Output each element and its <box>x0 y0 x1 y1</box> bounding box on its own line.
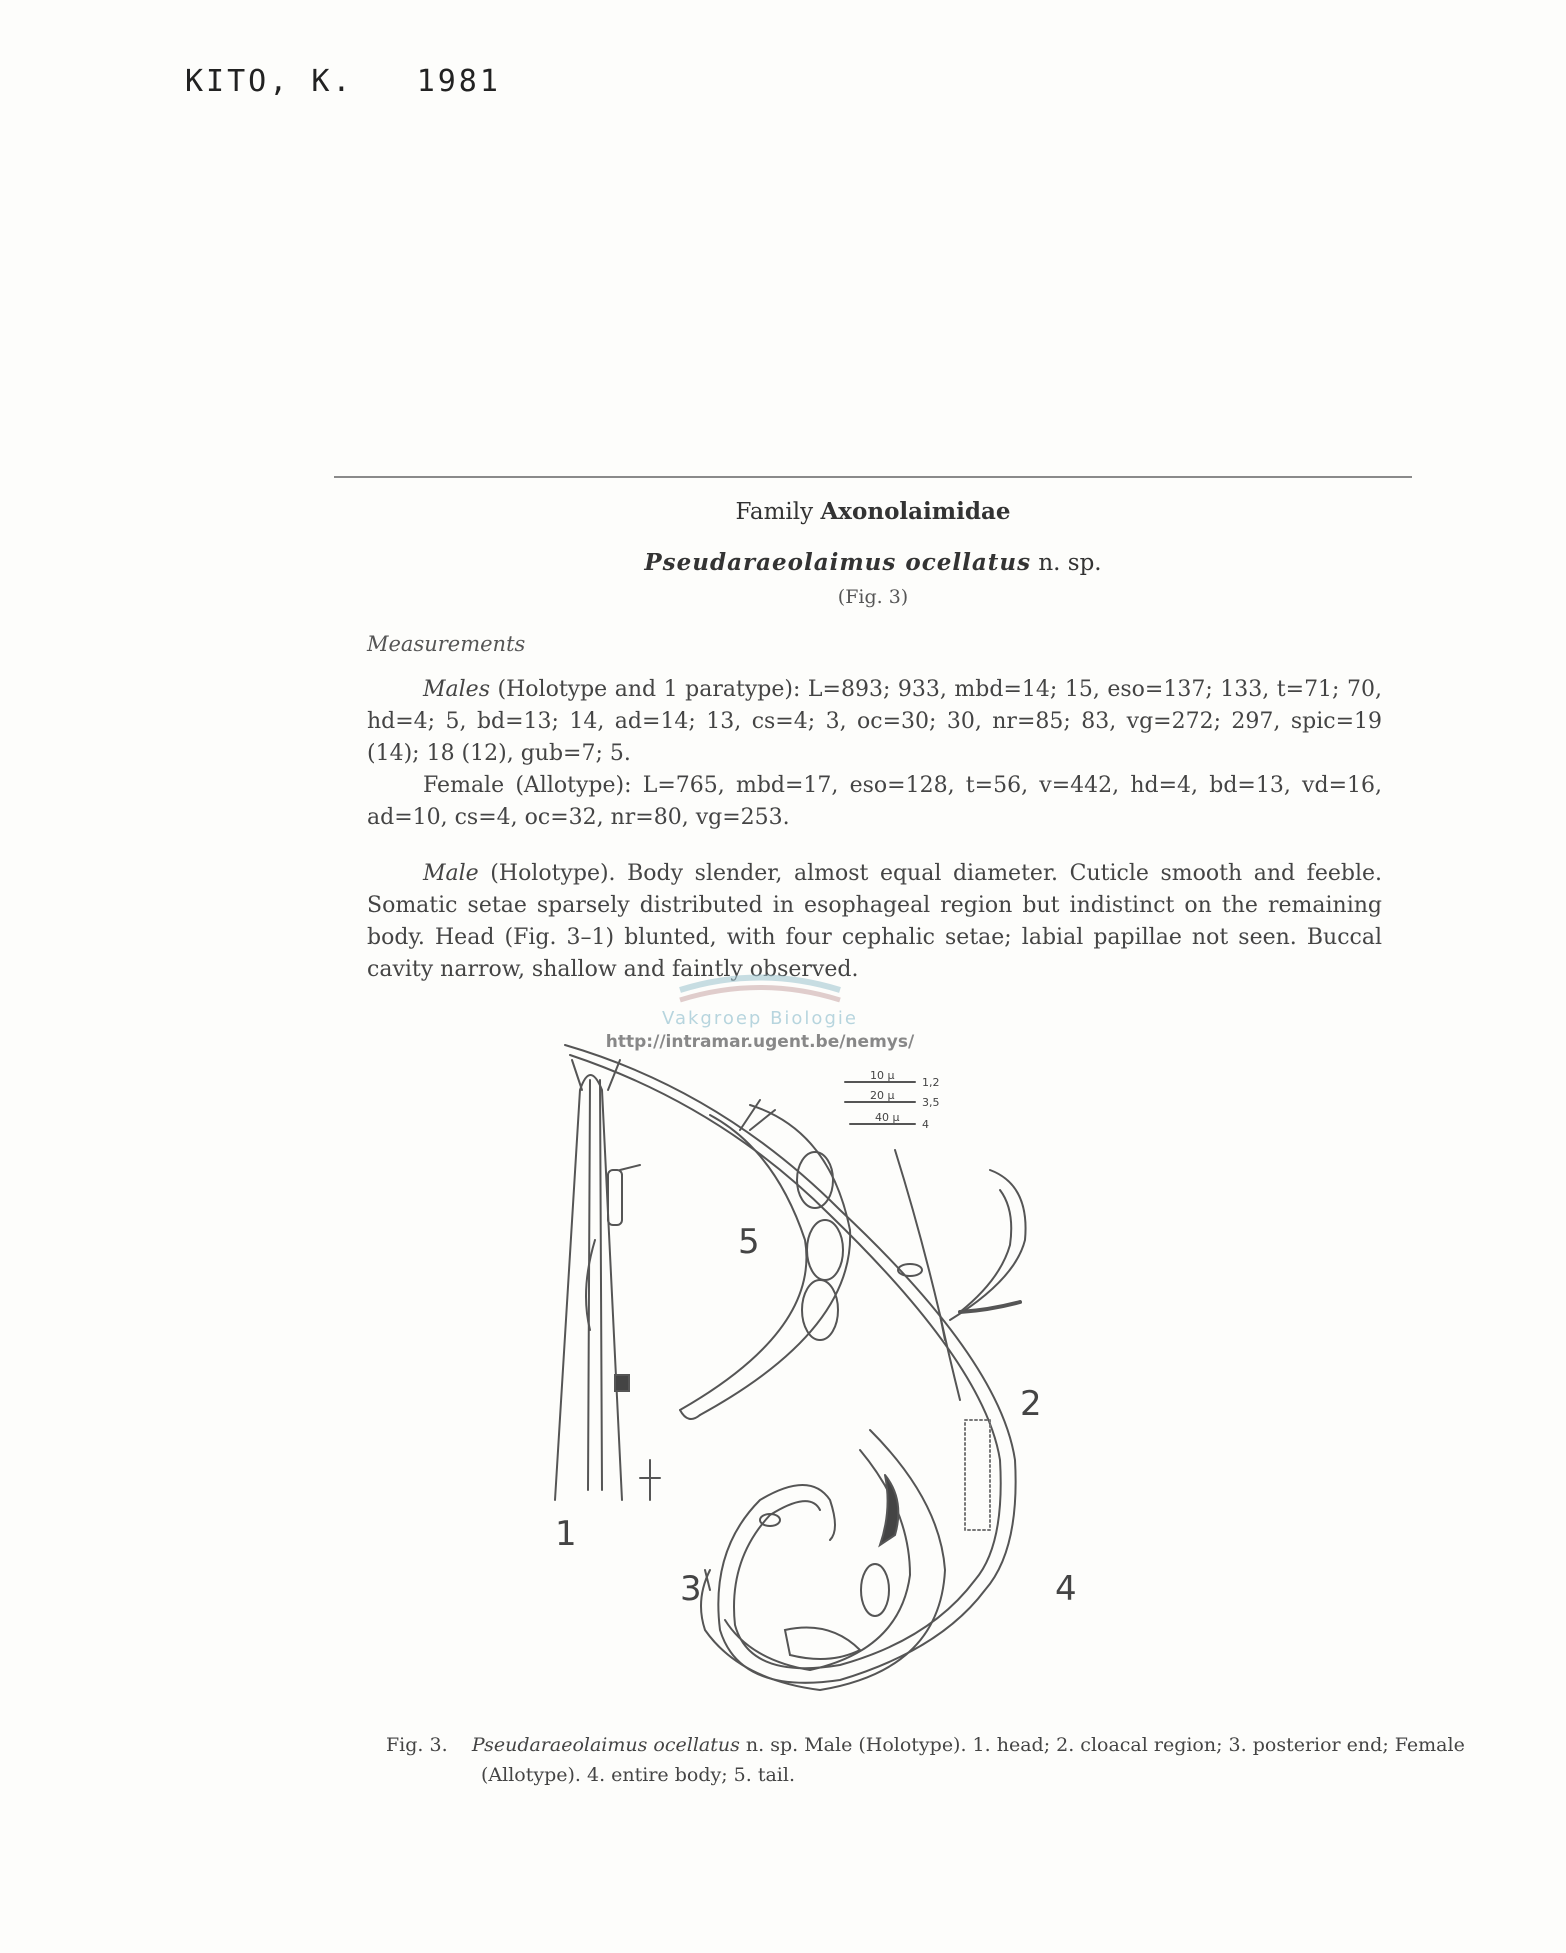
scale-bar-applies-3: 4 <box>922 1118 929 1131</box>
panel-1-head-drawing <box>555 1060 660 1500</box>
watermark-logo <box>660 960 860 1008</box>
figure-reference: (Fig. 3) <box>837 586 909 608</box>
figure-3-drawing <box>520 1030 1240 1720</box>
males-text: (Holotype and 1 paratype): L=893; 933, mbd=14; 15, eso=137; 133, t=71; 70, hd=4; 5, bd=13; 14, ad=14; 13, cs=4; 3, oc=30; 30, nr=85; 83, vg=272; 297, spic=19 (14); 18 (12), gub=7; 5. <box>367 677 1382 766</box>
caption-text: n. sp. Male (Holotype). 1. head; 2. cloacal region; 3. posterior end; Female (Allotype). 4. entire body; 5. tail. <box>481 1734 1465 1786</box>
measurements-heading: Measurements <box>367 632 526 656</box>
top-rule <box>334 476 1412 478</box>
scale-bar-label-3: 40 µ <box>875 1111 900 1124</box>
scale-bar-applies-2: 3,5 <box>922 1096 940 1109</box>
figure-caption <box>386 1730 1481 1790</box>
males-label: Males <box>423 677 490 702</box>
species-name: Pseudaraeolaimus ocellatus <box>644 549 1032 576</box>
year: 1981 <box>416 64 501 99</box>
scale-bar-applies-1: 1,2 <box>922 1076 940 1089</box>
males-measurements <box>367 674 1382 770</box>
watermark-url: http://intramar.ugent.be/nemys/ <box>605 1032 915 1052</box>
family-prefix: Family <box>735 499 814 525</box>
author: KITO, K. <box>185 64 354 99</box>
species-heading <box>334 549 1412 576</box>
species-suffix: n. sp. <box>1038 550 1102 576</box>
panel-label-5: 5 <box>738 1222 760 1262</box>
panel-4-entire-body-drawing <box>565 1045 1016 1683</box>
author-year-header <box>185 64 501 99</box>
male-description-text: (Holotype). Body slender, almost equal diameter. Cuticle smooth and feeble. Somatic setae sparsely distributed in esophageal region but indistinct on the remaining body. Head (Fig. 3–1) blunted, with four cephalic setae; labial papillae not seen. Buccal cavity narrow, shallow and faintly observed. <box>367 861 1382 982</box>
panel-5-tail-drawing <box>680 1100 850 1419</box>
caption-prefix: Fig. 3. <box>386 1734 448 1756</box>
caption-species: Pseudaraeolaimus ocellatus <box>471 1734 740 1756</box>
family-name: Axonolaimidae <box>820 498 1011 525</box>
watermark-text: Vakgroep Biologie <box>662 1008 858 1029</box>
watermark <box>560 960 960 1029</box>
male-label: Male <box>423 861 479 886</box>
panel-label-4: 4 <box>1055 1569 1077 1609</box>
panel-label-1: 1 <box>555 1514 577 1554</box>
female-measurements: Female (Allotype): L=765, mbd=17, eso=128, t=56, v=442, hd=4, bd=13, vd=16, ad=10, cs=4, oc=32, nr=80, vg=253. <box>367 773 1382 830</box>
panel-label-2: 2 <box>1020 1384 1042 1424</box>
scale-bar-label-1: 10 µ <box>870 1069 895 1082</box>
family-heading <box>334 498 1412 525</box>
scale-bar-label-2: 20 µ <box>870 1089 895 1102</box>
panel-label-3: 3 <box>680 1569 702 1609</box>
panel-3-posterior-drawing <box>701 1430 945 1690</box>
